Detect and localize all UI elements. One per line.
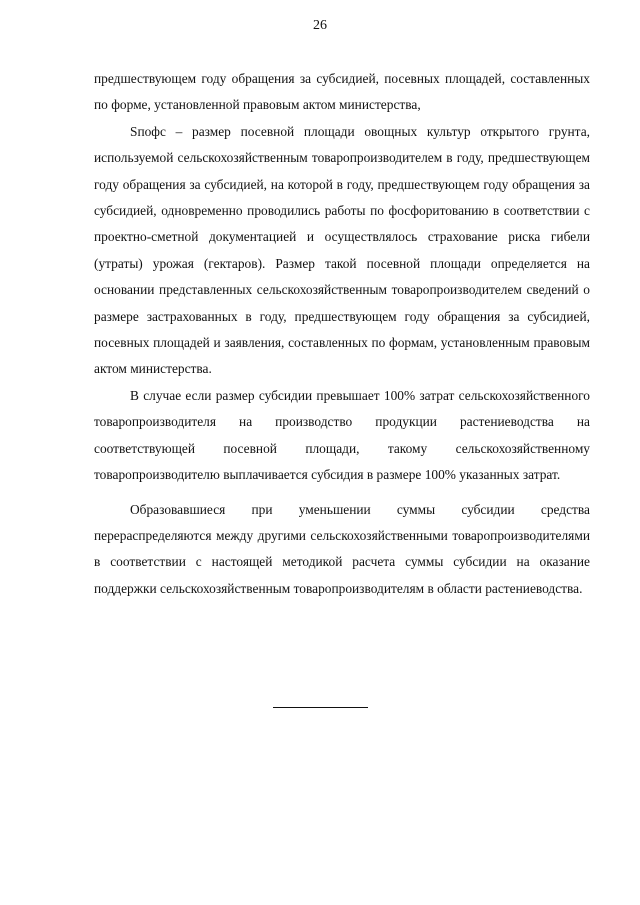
page-number: 26 bbox=[313, 18, 327, 33]
end-separator-line bbox=[273, 707, 368, 708]
paragraph-continuation: предшествующем году обращения за субсидией, посевных площадей, составленных по форме, установленной правовым актом министерства, bbox=[94, 71, 590, 113]
paragraph-redistribution: Образовавшиеся при уменьшении суммы субсидии средства перераспределяются между другими сельскохозяйственными товаропроизводителями в соответствии с настоящей методикой расчета суммы субсидии на оказание поддержки сельскохозяйственным товаропроизводителям в области растениеводства. bbox=[94, 501, 590, 596]
document-body bbox=[94, 66, 590, 602]
paragraph-subsidy-limit: В случае если размер субсидии превышает 100% затрат сельскохозяйственного товаропроизводителя на производство продукции растениеводства на соответствующей посевной площади, такому сельскохозяйственному товаропроизводителю выплачивается субсидия в размере 100% указанных затрат. bbox=[94, 387, 590, 483]
paragraph-sponfs-definition: Sпофс – размер посевной площади овощных культур открытого грунта, используемой сельскохозяйственным товаропроизводителем в году, предшествующем году обращения за субсидией, на которой в году, предшествующем году обращения за субсидией, одновременно проводились работы по фосфоритованию в соответствии с проектно-сметной документацией и осуществлялось страхование риска гибели (утраты) урожая (гектаров). Размер такой посевной площади определяется на основании представленных сельскохозяйственным товаропроизводителем сведений о размере застрахованных в году, предшествующем году обращения за субсидией, посевных площадей и заявления, составленных по формам, установленным правовым актом министерства. bbox=[94, 123, 590, 377]
